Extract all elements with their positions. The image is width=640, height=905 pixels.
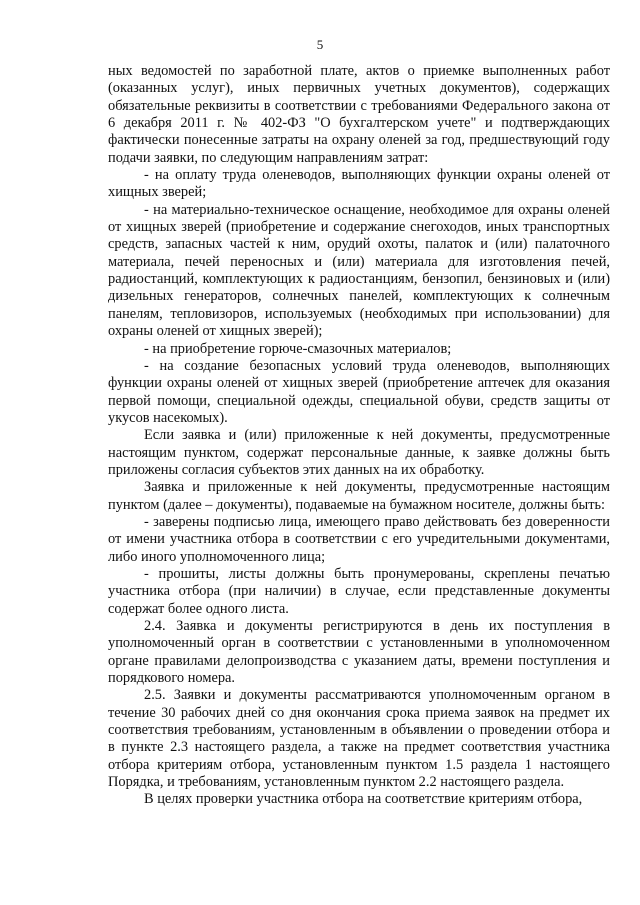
paragraph-binding: - прошиты, листы должны быть пронумерованы, скреплены печатью участника отбора (при наличии) в случае, если представленные документы содержат более одного листа. (108, 565, 610, 617)
paragraph-verification: В целях проверки участника отбора на соответствие критериям отбора, (144, 791, 583, 808)
paragraph-equipment-costs: - на материально-техническое оснащение, необходимое для охраны оленей от хищных зверей (приобретение и содержание снегоходов, иных транспортных средств, запасных частей к ним, орудий охоты, палаток и (или) палаточного материала, печей переносных и (или) материала для изготовления печей, радиостанций, комплектующих к радиостанциям, бензопил, бензиновых и (или) дизельных генераторов, солнечных панелей, комплектующих к солнечным панелям, тепловизоров, используемых (необходимых при использовании) для охраны оленей от хищных зверей); (108, 201, 610, 340)
paragraph-labor-costs: - на оплату труда оленеводов, выполняющих функции охраны оленей от хищных зверей; (108, 167, 610, 201)
paragraph-safety-costs: - на создание безопасных условий труда оленеводов, выполняющих функции охраны оленей от хищных зверей (приобретение аптечек для оказания первой помощи, специальной одежды, специальной обуви, средств защиты от укусов насекомых). (108, 357, 610, 426)
paragraph-fuel-costs: - на приобретение горюче-смазочных материалов; (144, 340, 452, 357)
paragraph-personal-data: Если заявка и (или) приложенные к ней документы, предусмотренные настоящим пунктом, содержат персональные данные, к заявке должны быть приложены согласия субъектов этих данных на их обработку. (108, 427, 610, 478)
paragraph-section-2-5: 2.5. Заявки и документы рассматриваются уполномоченным органом в течение 30 рабочих дней со дня окончания срока приема заявок на предмет их соответствия требованиям, установленным в объявлении о проведении отбора и в пункте 2.3 настоящего раздела, а также на предмет соответствия участника отбора критериям отбора, установленным пунктом 1.5 раздела 1 настоящего Порядка, и требованиям, установленным пунктом 2.2 настоящего раздела. (108, 687, 610, 791)
body-text (108, 63, 610, 809)
paragraph-section-2-4: 2.4. Заявка и документы регистрируются в день их поступления в уполномоченный орган в соответствии с установленными в уполномоченном органе правилами делопроизводства с указанием даты, времени поступления и порядкового номера. (108, 618, 610, 687)
paragraph-continuation: ных ведомостей по заработной плате, актов о приемке выполненных работ (оказанных услуг), иных первичных учетных документов), содержащих обязательные реквизиты в соответствии с требованиями Федерального закона от 6 декабря 2011 г. № 402-ФЗ "О бухгалтерском учете" и подтверждающих фактически понесенные затраты на охрану оленей за год, предшествующий году подачи заявки, по следующим направлениям затрат: (108, 63, 610, 166)
paragraph-signature: - заверены подписью лица, имеющего право действовать без доверенности от имени участника отбора в соответствии с его учредительными документами, либо иного уполномоченного лица; (108, 513, 610, 565)
paragraph-paper-documents: Заявка и приложенные к ней документы, предусмотренные настоящим пунктом (далее – документы), подаваемые на бумажном носителе, должны быть: (108, 479, 610, 513)
page-number: 5 (316, 37, 324, 52)
